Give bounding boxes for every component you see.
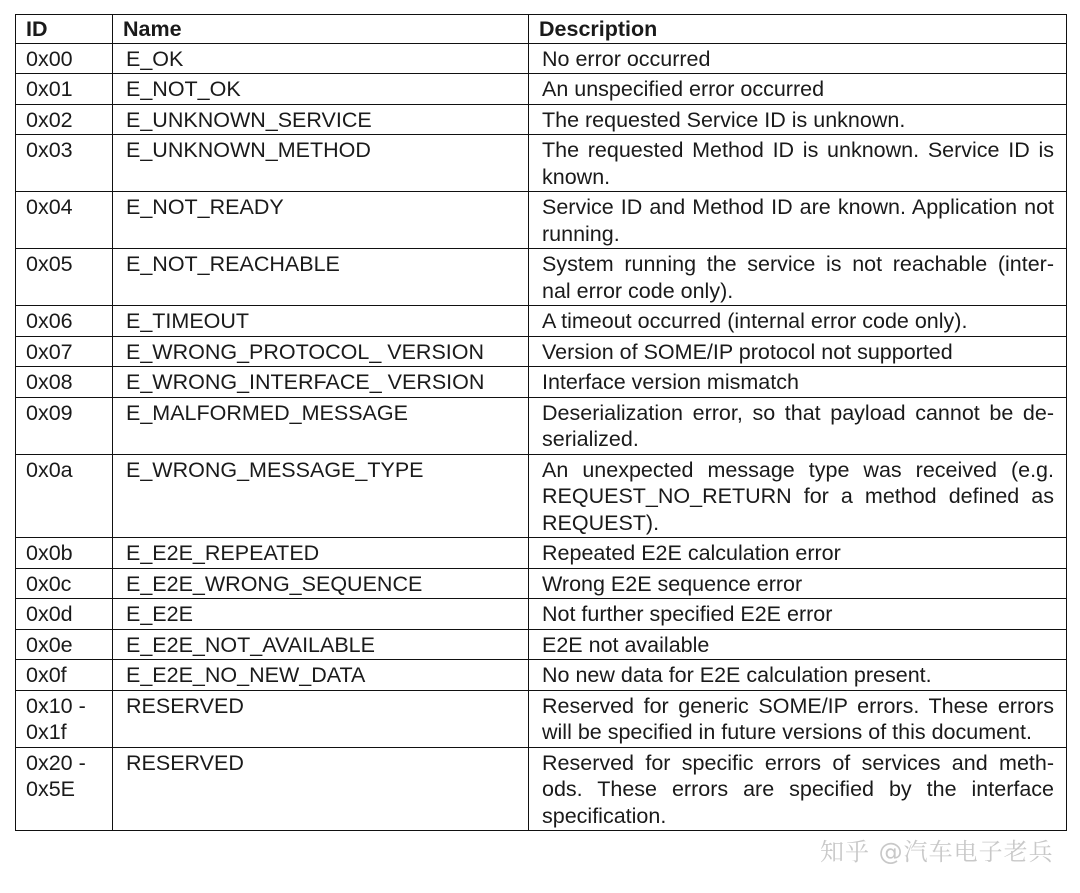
cell-id: 0x03 bbox=[16, 135, 113, 192]
cell-id: 0x08 bbox=[16, 367, 113, 398]
cell-description: An unexpected message type was received (e.g. REQUEST_NO_RETURN for a method defined as REQUEST). bbox=[529, 454, 1067, 538]
cell-id: 0x0d bbox=[16, 599, 113, 630]
cell-name: E_WRONG_MESSAGE_TYPE bbox=[113, 454, 529, 538]
cell-name: E_E2E_REPEATED bbox=[113, 538, 529, 569]
cell-name: E_OK bbox=[113, 43, 529, 74]
cell-description: Not further specified E2E error bbox=[529, 599, 1067, 630]
table-row bbox=[16, 74, 1067, 105]
cell-id: 0x00 bbox=[16, 43, 113, 74]
cell-description: Version of SOME/IP protocol not supported bbox=[529, 336, 1067, 367]
cell-description: A timeout occurred (internal error code only). bbox=[529, 306, 1067, 337]
error-code-table bbox=[15, 14, 1067, 831]
error-code-table-container bbox=[15, 14, 1066, 831]
table-row bbox=[16, 538, 1067, 569]
column-header-name: Name bbox=[113, 15, 529, 44]
table-row bbox=[16, 690, 1067, 747]
cell-name: E_E2E bbox=[113, 599, 529, 630]
table-row bbox=[16, 104, 1067, 135]
cell-name: E_E2E_NO_NEW_DATA bbox=[113, 660, 529, 691]
column-header-description: Description bbox=[529, 15, 1067, 44]
cell-name: RESERVED bbox=[113, 747, 529, 831]
table-row bbox=[16, 397, 1067, 454]
cell-id: 0x0f bbox=[16, 660, 113, 691]
table-row bbox=[16, 747, 1067, 831]
cell-description: Reserved for specific errors of services and meth- ods. These errors are specified by the interface specification. bbox=[529, 747, 1067, 831]
cell-name: RESERVED bbox=[113, 690, 529, 747]
watermark-text: 知乎 @汽车电子老兵 bbox=[820, 838, 1054, 866]
cell-name: E_MALFORMED_MESSAGE bbox=[113, 397, 529, 454]
cell-description: Reserved for generic SOME/IP errors. These errors will be specified in future versions of this document. bbox=[529, 690, 1067, 747]
cell-id: 0x09 bbox=[16, 397, 113, 454]
table-row bbox=[16, 306, 1067, 337]
cell-id: 0x02 bbox=[16, 104, 113, 135]
column-header-id: ID bbox=[16, 15, 113, 44]
cell-id: 0x07 bbox=[16, 336, 113, 367]
cell-name: E_UNKNOWN_METHOD bbox=[113, 135, 529, 192]
cell-id: 0x0c bbox=[16, 568, 113, 599]
table-row bbox=[16, 568, 1067, 599]
table-row bbox=[16, 135, 1067, 192]
cell-description: E2E not available bbox=[529, 629, 1067, 660]
table-row bbox=[16, 367, 1067, 398]
table-row bbox=[16, 192, 1067, 249]
table-row bbox=[16, 629, 1067, 660]
cell-id: 0x04 bbox=[16, 192, 113, 249]
cell-id: 0x0a bbox=[16, 454, 113, 538]
table-row bbox=[16, 660, 1067, 691]
cell-name: E_NOT_READY bbox=[113, 192, 529, 249]
cell-name: E_E2E_NOT_AVAILABLE bbox=[113, 629, 529, 660]
cell-id: 0x05 bbox=[16, 249, 113, 306]
table-row bbox=[16, 336, 1067, 367]
cell-description: No error occurred bbox=[529, 43, 1067, 74]
cell-description: Deserialization error, so that payload cannot be de- serialized. bbox=[529, 397, 1067, 454]
cell-id: 0x20 - 0x5E bbox=[16, 747, 113, 831]
cell-id: 0x06 bbox=[16, 306, 113, 337]
cell-name: E_WRONG_PROTOCOL_ VERSION bbox=[113, 336, 529, 367]
cell-description: Wrong E2E sequence error bbox=[529, 568, 1067, 599]
cell-name: E_UNKNOWN_SERVICE bbox=[113, 104, 529, 135]
cell-name: E_WRONG_INTERFACE_ VERSION bbox=[113, 367, 529, 398]
cell-name: E_TIMEOUT bbox=[113, 306, 529, 337]
cell-name: E_E2E_WRONG_SEQUENCE bbox=[113, 568, 529, 599]
cell-name: E_NOT_OK bbox=[113, 74, 529, 105]
cell-description: No new data for E2E calculation present. bbox=[529, 660, 1067, 691]
table-body bbox=[16, 43, 1067, 831]
table-row bbox=[16, 43, 1067, 74]
cell-id: 0x01 bbox=[16, 74, 113, 105]
table-row bbox=[16, 249, 1067, 306]
cell-description: Service ID and Method ID are known. Application not running. bbox=[529, 192, 1067, 249]
cell-description: Repeated E2E calculation error bbox=[529, 538, 1067, 569]
cell-id: 0x0e bbox=[16, 629, 113, 660]
cell-description: The requested Service ID is unknown. bbox=[529, 104, 1067, 135]
table-header-row bbox=[16, 15, 1067, 44]
cell-description: Interface version mismatch bbox=[529, 367, 1067, 398]
cell-id: 0x0b bbox=[16, 538, 113, 569]
table-row bbox=[16, 599, 1067, 630]
table-row bbox=[16, 454, 1067, 538]
cell-id: 0x10 - 0x1f bbox=[16, 690, 113, 747]
cell-name: E_NOT_REACHABLE bbox=[113, 249, 529, 306]
cell-description: The requested Method ID is unknown. Service ID is known. bbox=[529, 135, 1067, 192]
cell-description: System running the service is not reachable (inter- nal error code only). bbox=[529, 249, 1067, 306]
cell-description: An unspecified error occurred bbox=[529, 74, 1067, 105]
